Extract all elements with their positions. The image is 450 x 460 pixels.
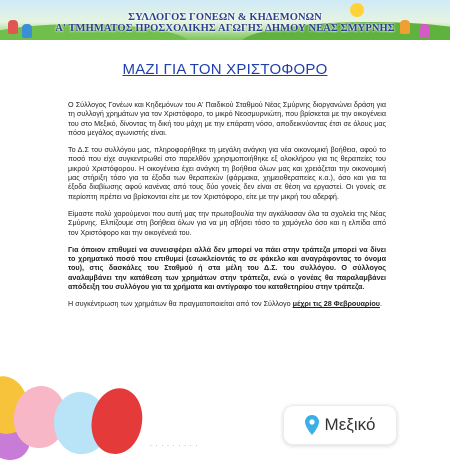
paragraph-intro: Ο Σύλλογος Γονέων και Κηδεμόνων του Α' Παιδικού Σταθμού Νέας Σμύρνης διοργανώνει δράση για τη συλλογή χρημάτων για τον Χριστόφορο, το μικρό Νεοσμυρνιώτη, που βρίσκεται με την οικογένεια του στο Μεξικό, δίνοντας τη δική του μάχη με την επάρατη νόσο, αποδεικνύοντας έτσι σε όλους μας πόσο μεγάλος αγωνιστής είναι. xyxy=(68,100,386,137)
deadline-date: μέχρι τις 28 Φεβρουαρίου xyxy=(292,299,380,309)
deadline-end: . xyxy=(379,299,382,309)
page-title: ΜΑΖΙ ΓΙΑ ΤΟΝ ΧΡΙΣΤΟΦΟΡΟ xyxy=(122,61,328,78)
paragraph-schools: Είμαστε πολύ χαρούμενοι που αυτή μας την πρωτοβουλία την αγκάλιασαν όλα τα σχολεία της Νέας Σμύρνης. Ελπίζουμε στη βοήθεια όλων για να μη σβήσει τόσο το χαμόγελο όσο και η ελπίδα από τον Χριστόφορο και την οικογένειά του. xyxy=(68,208,386,237)
footer-fragment: · · · · · · · · · xyxy=(150,443,199,449)
paragraph-need: Το Δ.Σ του συλλόγου μας, πληροφορήθηκε τη μεγάλη ανάγκη για νέα οικονομική βοήθεια, αφού το ποσό που είχε συγκεντρωθεί στο παρελθόν χρησιμοποιήθηκε εξ ολοκλήρου για τις θεραπείες του μικρού Χριστόφορου. Η οικογένεια έχει ανάγκη τη βοήθεια όλων μας και χρειάζεται την οικονομική μας στήριξη τόσο για τα έξοδα των θεραπειών (φάρμακα, χημειοθεραπείες κ.α.), όσο και για τα έξοδα διαβίωσης αφού κανένας από τους δύο γονείς δεν είναι σε θέση να εργαστεί. Οι γονείς σε περίοπτη πρέπει να βρίσκονται είτε με τον Χριστόφορο, είτε με την μικρή του αδερφή. xyxy=(68,145,386,201)
header-banner xyxy=(0,0,450,40)
deadline-text: Η συγκέντρωση των χρημάτων θα πραγματοποιείται από τον Σύλλογο xyxy=(68,299,293,309)
paragraph-how-to-contribute: Για όποιον επιθυμεί να συνεισφέρει αλλά δεν μπορεί να πάει στην τράπεζα μπορεί να δίνει το χρηματικό ποσό που επιθυμεί (εσωκλείοντάς το σε φάκελο και αναγράφοντας το όνομα του), στις δασκάλες του Σταθμού ή στα μέλη του Δ.Σ. του συλλόγου. Ο σύλλογος αναλαμβάνει την κατάθεση των χρημάτων στην τράπεζα, ενώ ο γονέας θα παραλαμβάνει απόδειξη του συλλόγου για τα χρήματα και αντίγραφο του καταθετηρίου στην τράπεζα. xyxy=(68,244,386,292)
paragraph-deadline xyxy=(68,299,386,308)
association-name: ΣΥΛΛΟΓΟΣ ΓΟΝΕΩΝ & ΚΗΔΕΜΟΝΩΝ xyxy=(128,12,322,23)
association-department: Α' ΤΜΗΜΑΤΟΣ ΠΡΟΣΧΟΛΙΚΗΣ ΑΓΩΓΗΣ ΔΗΜΟΥ ΝΕΑΣ ΣΜΥΡΝΗΣ xyxy=(55,23,395,34)
location-chip[interactable] xyxy=(283,405,397,445)
map-pin-icon xyxy=(305,415,319,435)
letter-body xyxy=(68,100,386,317)
location-label: Μεξικό xyxy=(324,415,376,434)
